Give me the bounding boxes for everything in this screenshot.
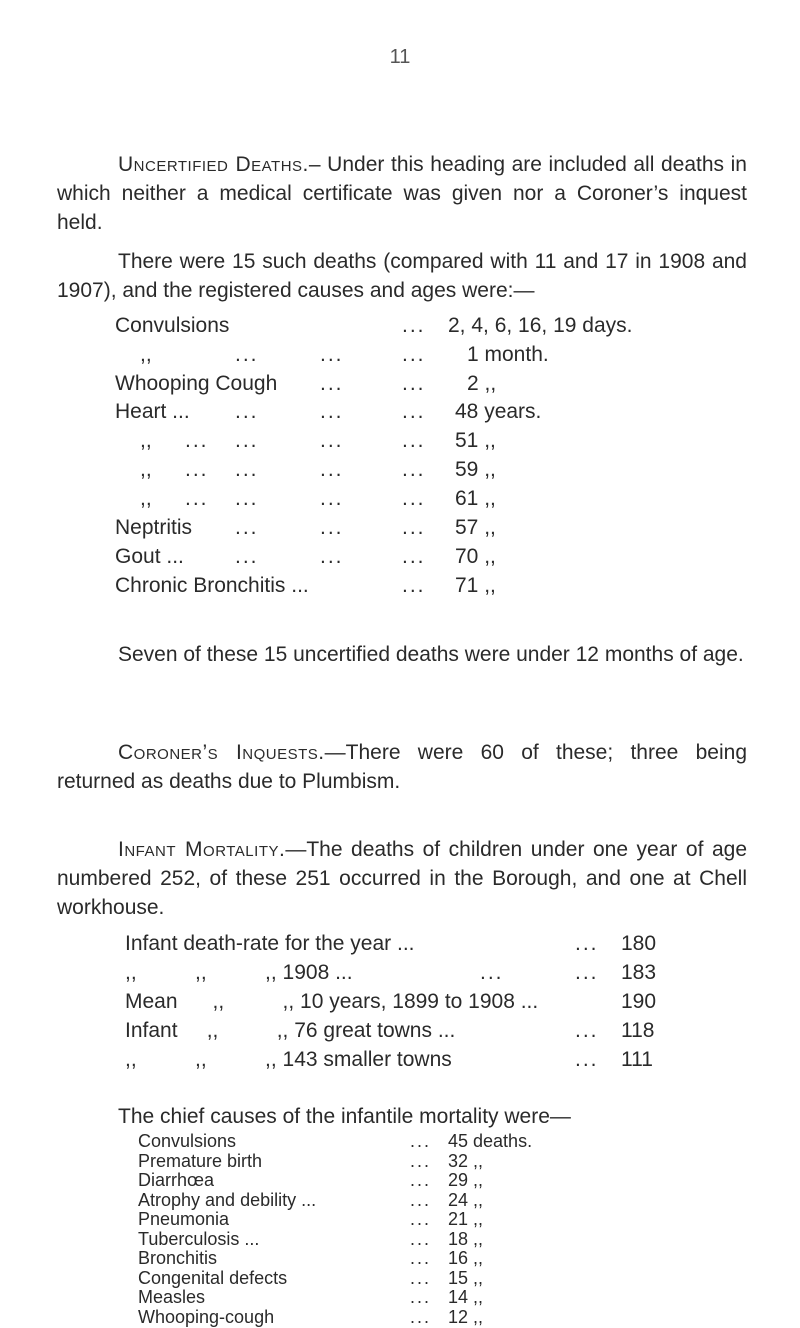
- leader-dots: ...: [320, 343, 344, 366]
- uncertified-heading: Uncertified Deaths.: [118, 153, 309, 176]
- leader-dots: ...: [575, 1019, 599, 1042]
- count-cell: 29 ,,: [448, 1170, 484, 1190]
- leader-dots: ...: [402, 545, 426, 568]
- count-cell: 14 ,,: [448, 1287, 484, 1307]
- leader-dots: ...: [185, 458, 209, 481]
- age-cell: 48 years.: [455, 400, 542, 423]
- infant-mortality-heading: Infant Mortality.: [118, 838, 286, 861]
- cause-cell: Diarrhœa: [138, 1170, 215, 1190]
- rate-value: 118: [621, 1019, 655, 1042]
- leader-dots: ...: [185, 487, 209, 510]
- uncertified-summary: [57, 640, 747, 669]
- causes-intro-text: The chief causes of the infantile mortality were—: [118, 1105, 571, 1128]
- rate-label: ,, ,, ,, 1908 ...: [125, 961, 353, 984]
- rate-label: Mean ,, ,, 10 years, 1899 to 1908 ...: [125, 990, 539, 1013]
- leader-dots: ...: [410, 1228, 432, 1249]
- cause-cell: Congenital defects: [138, 1267, 288, 1288]
- leader-dots: ...: [320, 429, 344, 452]
- leader-dots: ...: [402, 574, 426, 597]
- count-cell: 21 ,,: [448, 1209, 484, 1229]
- rate-label: ,, ,, ,, 143 smaller towns: [125, 1048, 452, 1071]
- cause-cell: Whooping-cough: [138, 1306, 275, 1327]
- leader-dots: ...: [320, 458, 344, 481]
- rate-label: Infant ,, ,, 76 great towns ...: [125, 1019, 456, 1042]
- age-cell: 70 ,,: [455, 545, 496, 568]
- cause-cell: Tuberculosis ...: [138, 1228, 260, 1249]
- leader-dots: ...: [402, 314, 426, 337]
- cause-cell: Bronchitis: [138, 1248, 218, 1268]
- leader-dots: ...: [235, 400, 259, 423]
- leader-dots: ...: [320, 400, 344, 423]
- rate-value: 180: [621, 932, 657, 955]
- leader-dots: ...: [575, 1048, 599, 1071]
- leader-dots: ...: [320, 516, 344, 539]
- causes-intro: [57, 1102, 747, 1131]
- cause-cell: ,,: [140, 458, 152, 481]
- leader-dots: ...: [235, 516, 259, 539]
- age-cell: 2, 4, 6, 16, 19 days.: [448, 314, 633, 337]
- infant-mortality-paragraph: [57, 835, 747, 922]
- uncertified-intro: [57, 247, 747, 305]
- cause-cell: Gout ...: [115, 545, 184, 568]
- leader-dots: ...: [402, 458, 426, 481]
- leader-dots: ...: [402, 487, 426, 510]
- cause-cell: Atrophy and debility ...: [138, 1189, 317, 1210]
- leader-dots: ...: [575, 932, 599, 955]
- leader-dots: ...: [185, 429, 209, 452]
- cause-cell: Neptritis: [115, 516, 193, 539]
- cause-cell: ,,: [140, 487, 152, 510]
- leader-dots: ...: [235, 458, 259, 481]
- cause-cell: Measles: [138, 1287, 206, 1307]
- leader-dots: ...: [410, 1287, 432, 1307]
- infant-mortality-text: —The deaths of children under one year of age numbered 252, of these 251 occurred in the Borough, and one at Chell workhouse.: [57, 838, 748, 919]
- leader-dots: ...: [320, 372, 344, 395]
- leader-dots: ...: [575, 961, 599, 984]
- uncertified-text: – Under this heading are included all deaths in which neither a medical certificate was given nor a Coroner’s inquest held.: [57, 153, 747, 234]
- uncertified-intro-text: There were 15 such deaths (compared with 11 and 17 in 1908 and 1907), and the registered causes and ages were:—: [57, 250, 747, 302]
- count-cell: 45 deaths.: [448, 1131, 533, 1151]
- rate-value: 183: [621, 961, 657, 984]
- coroners-paragraph: [57, 738, 747, 796]
- cause-cell: Premature birth: [138, 1150, 263, 1171]
- leader-dots: ...: [410, 1189, 432, 1210]
- leader-dots: ...: [410, 1209, 432, 1229]
- leader-dots: ...: [410, 1248, 432, 1268]
- leader-dots: ...: [402, 372, 426, 395]
- cause-cell: Pneumonia: [138, 1209, 230, 1229]
- age-cell: 51 ,,: [455, 429, 496, 452]
- age-cell: 2 ,,: [467, 372, 497, 395]
- leader-dots: ...: [480, 961, 504, 984]
- age-cell: 1 month.: [467, 343, 549, 366]
- rate-label: Infant death-rate for the year ...: [125, 932, 415, 955]
- leader-dots: ...: [235, 487, 259, 510]
- leader-dots: ...: [410, 1267, 432, 1288]
- rate-value: 111: [621, 1048, 653, 1071]
- age-cell: 71 ,,: [455, 574, 496, 597]
- cause-cell: Heart ...: [115, 400, 190, 423]
- rate-value: 190: [621, 990, 657, 1013]
- leader-dots: ...: [235, 545, 259, 568]
- leader-dots: ...: [402, 429, 426, 452]
- age-cell: 61 ,,: [455, 487, 496, 510]
- cause-cell: ,,: [140, 429, 152, 452]
- leader-dots: ...: [402, 400, 426, 423]
- coroners-heading: Coroner’s Inquests.: [118, 741, 325, 764]
- count-cell: 16 ,,: [448, 1248, 484, 1268]
- uncertified-paragraph: [57, 150, 747, 237]
- cause-cell: Convulsions: [138, 1131, 237, 1151]
- leader-dots: ...: [320, 487, 344, 510]
- cause-cell: Convulsions: [115, 314, 230, 337]
- count-cell: 24 ,,: [448, 1189, 484, 1210]
- leader-dots: ...: [410, 1131, 432, 1151]
- leader-dots: ...: [410, 1150, 432, 1171]
- cause-cell: ,,: [140, 343, 152, 366]
- count-cell: 18 ,,: [448, 1228, 484, 1249]
- age-cell: 57 ,,: [455, 516, 496, 539]
- leader-dots: ...: [235, 429, 259, 452]
- leader-dots: ...: [410, 1170, 432, 1190]
- leader-dots: ...: [402, 343, 426, 366]
- leader-dots: ...: [235, 343, 259, 366]
- age-cell: 59 ,,: [455, 458, 496, 481]
- count-cell: 15 ,,: [448, 1267, 484, 1288]
- cause-cell: Chronic Bronchitis ...: [115, 574, 309, 597]
- uncertified-summary-text: Seven of these 15 uncertified deaths were under 12 months of age.: [118, 643, 744, 666]
- leader-dots: ...: [410, 1306, 432, 1327]
- leader-dots: ...: [320, 545, 344, 568]
- coroners-text: —There were 60 of these; three being returned as deaths due to Plumbism.: [57, 741, 748, 793]
- count-cell: 12 ,,: [448, 1306, 484, 1327]
- leader-dots: ...: [402, 516, 426, 539]
- cause-cell: Whooping Cough: [115, 372, 278, 395]
- page-number: 11: [389, 46, 411, 68]
- count-cell: 32 ,,: [448, 1150, 484, 1171]
